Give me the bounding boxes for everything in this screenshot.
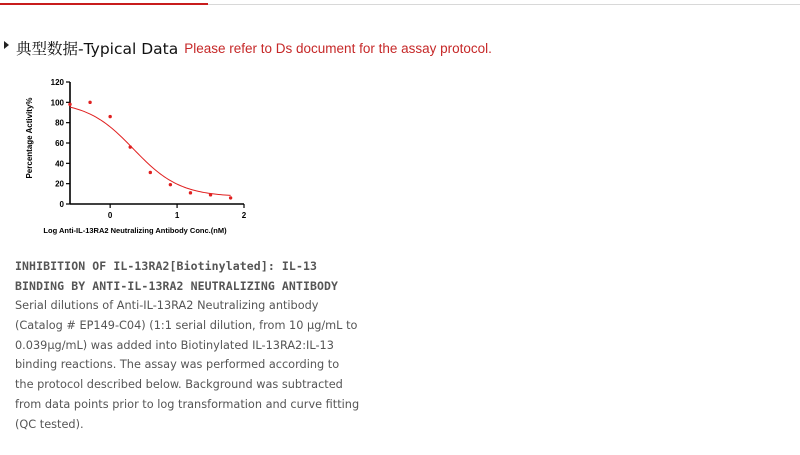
data-point [229,196,232,199]
x-tick-label: 1 [174,211,180,220]
data-point [108,115,111,118]
top-divider-accent [0,3,208,5]
y-tick-label: 0 [59,200,64,209]
data-point [129,145,132,148]
caption-block [15,256,360,435]
y-axis-label: Percentage Activity% [25,97,34,179]
x-tick-label: 2 [241,211,247,220]
caption-title: INHIBITION OF IL-13RA2[Biotinylated]: IL-13 BINDING BY ANTI-IL-13RA2 NEUTRALIZING ANTIBODY [15,259,339,293]
data-point [189,191,192,194]
data-point [149,171,152,174]
y-tick-label: 80 [55,118,64,128]
typical-data-chart [22,72,267,244]
data-point [169,183,172,186]
y-tick-label: 60 [55,139,64,148]
triangle-bullet-icon [4,41,9,49]
y-tick-label: 20 [55,179,64,189]
y-tick-label: 40 [55,159,64,169]
x-axis-label: Log Anti-IL-13RA2 Neutralizing Antibody Conc.(nM) [43,226,227,235]
caption-body: Serial dilutions of Anti-IL-13RA2 Neutralizing antibody (Catalog # EP149-C04) (1:1 serial dilution, from 10 μg/mL to 0.039μg/mL) was added into Biotinylated IL-13RA2:IL-13 binding reactions. The assay was performed according to the protocol described below. Background was subtracted from data points prior to log transformation and curve fitting (QC tested). [15,299,360,431]
section-heading [4,37,492,59]
x-tick-label: 0 [107,211,113,220]
data-point [68,103,71,106]
section-title: 典型数据-Typical Data [16,40,179,58]
data-point [88,101,91,104]
fit-curve [70,107,231,195]
data-point [209,193,212,196]
protocol-note: Please refer to Ds document for the assay protocol. [184,40,492,56]
chart-svg [22,72,267,240]
y-tick-label: 120 [50,78,64,87]
y-tick-label: 100 [50,98,64,108]
